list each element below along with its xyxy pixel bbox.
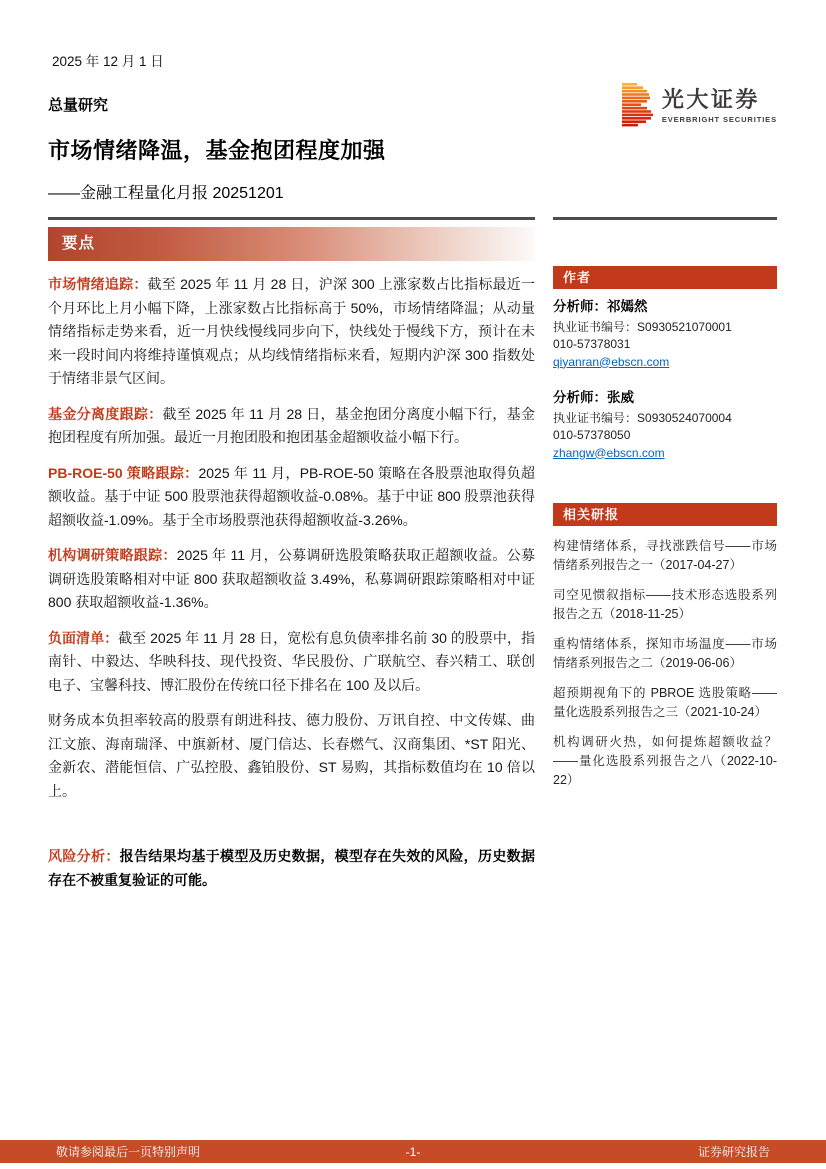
everbright-logo-text xyxy=(662,83,777,124)
sidebar xyxy=(553,220,777,892)
analyst-email-link[interactable]: zhangw@ebscn.com xyxy=(553,445,665,460)
cert-label: 执业证书编号： xyxy=(553,410,638,425)
footer-report-type: 证券研究报告 xyxy=(697,1145,770,1159)
paragraph-text: 截至 2025 年 11 月 28 日，基金抱团分离度小幅下行，基金抱团程度有所加强。最近一月抱团股和抱团基金超额收益小幅下行。 xyxy=(48,405,536,445)
related-report-link[interactable]: 构建情绪体系，寻找涨跌信号——市场情绪系列报告之一（2017-04-27） xyxy=(553,539,777,572)
paragraph-text: 截至 2025 年 11 月 28 日，宽松有息负债率排名前 30 的股票中，指南针、中毅达、华映科技、现代投资、华民股份、广联航空、春兴精工、联创电子、宝馨科技、博汇股份在传统口径下排名在 100 及以后。 xyxy=(48,629,535,693)
paragraph-text: 财务成本负担率较高的股票有朗进科技、德力股份、万讯自控、中文传媒、曲江文旅、海南瑞泽、中旗新材、厦门信达、长春燃气、汉商集团、*ST 阳光、金新农、潜能恒信、广弘控股、鑫铂股份、ST 易购，其指标数值均在 10 倍以上。 xyxy=(48,712,535,799)
analyst-block xyxy=(553,389,777,462)
analyst-name-text: 祁嫣然 xyxy=(607,299,648,314)
cert-number: S0930521070001 xyxy=(637,319,732,334)
everbright-logo-icon xyxy=(622,83,653,128)
paragraph-text: 2025 年 11 月，公募调研选股策略获取正超额收益。公募调研选股策略相对中证 800 获取超额收益 3.49%，私募调研跟踪策略相对中证 800 获取超额收益-1.36%。 xyxy=(48,547,535,610)
report-date: 2025 年 12 月 1 日 xyxy=(52,54,164,69)
paragraph-financial-cost xyxy=(48,709,535,803)
analyst-phone: 010-57378050 xyxy=(553,428,631,442)
report-header xyxy=(0,50,826,203)
paragraph-text: 截至 2025 年 11 月 28 日，沪深 300 上涨家数占比指标最近一个月环比上月小幅下降，上涨家数占比指标高于 50%，市场情绪降温；从动量情绪指标走势来看，近一月快线慢线同步向下，快线处于慢线下方，预计在未来一段时间内将维持谨慎观点；从均线情绪指标来看，短期内沪深 300 指数处于情绪非景气区间。 xyxy=(48,276,535,386)
analyst-cert xyxy=(553,410,777,428)
authors-header: 作者 xyxy=(553,266,777,289)
analyst-email-link[interactable]: qiyanran@ebscn.com xyxy=(553,354,670,369)
paragraph-risk-analysis xyxy=(48,845,535,892)
logo-name-en: EVERBRIGHT SECURITIES xyxy=(661,115,777,124)
related-report-link[interactable]: 重构情绪体系，探知市场温度——市场情绪系列报告之二（2019-06-06） xyxy=(553,637,777,670)
related-reports-header: 相关研报 xyxy=(553,503,777,526)
report-subtitle: ——金融工程量化月报 20251201 xyxy=(48,185,284,202)
related-report-link[interactable]: 机构调研火热，如何提炼超额收益？——量化选股系列报告之八（2022-10-22） xyxy=(553,735,777,787)
paragraph-text: 报告结果均基于模型及历史数据，模型存在失效的风险，历史数据存在不被重复验证的可能。 xyxy=(48,848,536,888)
footer-disclaimer: 敬请参阅最后一页特别声明 xyxy=(56,1145,201,1159)
paragraph-label: 基金分离度跟踪： xyxy=(48,405,163,422)
main-column xyxy=(48,220,535,892)
page-content xyxy=(0,220,826,892)
paragraph-text: 2025 年 11 月，PB-ROE-50 策略在各股票池取得负超额收益。基于中证 500 股票池获得超额收益-0.08%。基于中证 800 股票池获得超额收益-1.09%。基于全市场股票池获得超额收益-3.26%。 xyxy=(48,464,535,528)
page-number: -1- xyxy=(405,1144,421,1159)
paragraph-label: 风险分析： xyxy=(48,848,120,864)
analyst-role-label: 分析师： xyxy=(553,299,607,314)
related-report-link[interactable]: 司空见惯叙指标——技术形态选股系列报告之五（2018-11-25） xyxy=(553,588,777,621)
related-report-link[interactable]: 超预期视角下的 PBROE 选股策略——量化选股系列报告之三（2021-10-24） xyxy=(553,686,777,719)
paragraph-fund-separation xyxy=(48,403,535,450)
everbright-logo xyxy=(622,83,777,128)
analyst-role-label: 分析师： xyxy=(553,390,607,405)
report-title: 市场情绪降温，基金抱团程度加强 xyxy=(48,138,386,163)
analyst-name xyxy=(553,298,777,316)
paragraph-negative-list xyxy=(48,627,535,698)
page-footer xyxy=(0,1140,826,1163)
analyst-block xyxy=(553,298,777,371)
cert-number: S0930524070004 xyxy=(637,410,732,425)
analyst-cert xyxy=(553,319,777,337)
analyst-phone: 010-57378031 xyxy=(553,337,631,351)
paragraph-label: 市场情绪追踪： xyxy=(48,276,148,292)
paragraph-label: PB-ROE-50 策略跟踪： xyxy=(48,464,199,481)
paragraph-label: 机构调研策略跟踪： xyxy=(48,547,177,563)
report-category: 总量研究 xyxy=(48,97,109,114)
keypoints-banner: 要点 xyxy=(48,227,535,261)
cert-label: 执业证书编号： xyxy=(553,319,638,334)
paragraph-market-sentiment xyxy=(48,273,535,391)
analyst-name xyxy=(553,389,777,407)
analyst-name-text: 张威 xyxy=(607,390,634,405)
paragraph-pb-roe-50 xyxy=(48,462,535,533)
logo-name-cn: 光大证券 xyxy=(661,87,760,112)
paragraph-institution-research xyxy=(48,544,535,615)
paragraph-label: 负面清单： xyxy=(48,629,119,646)
